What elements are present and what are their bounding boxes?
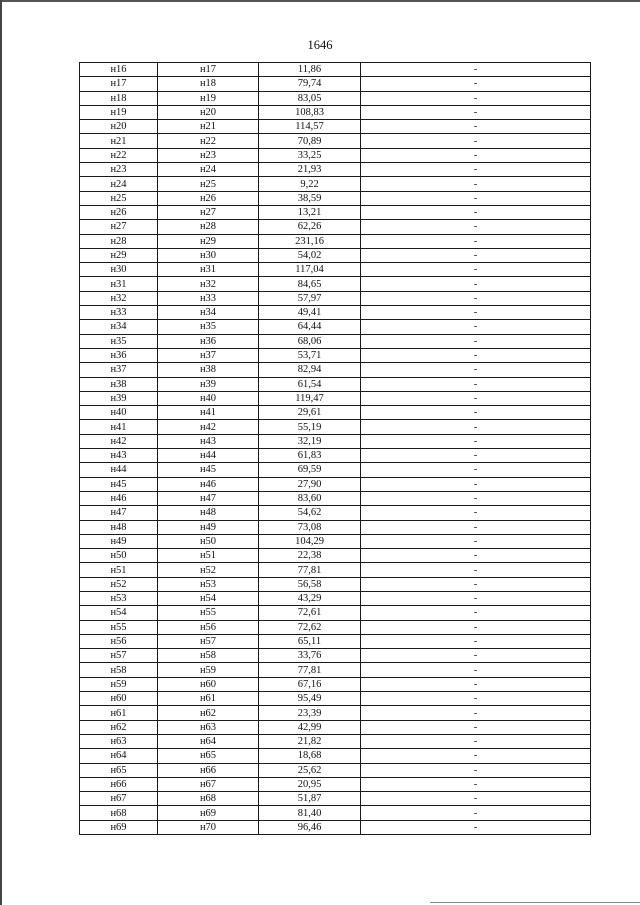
from-point-cell: н34 xyxy=(80,320,158,334)
distance-cell: 69,59 xyxy=(259,463,361,477)
to-point-cell: н47 xyxy=(158,491,259,505)
note-cell: - xyxy=(361,806,591,820)
distance-cell: 29,61 xyxy=(259,406,361,420)
note-cell: - xyxy=(361,263,591,277)
from-point-cell: н69 xyxy=(80,820,158,834)
to-point-cell: н58 xyxy=(158,649,259,663)
from-point-cell: н28 xyxy=(80,234,158,248)
from-point-cell: н18 xyxy=(80,91,158,105)
table-row xyxy=(80,205,591,219)
from-point-cell: н42 xyxy=(80,434,158,448)
to-point-cell: н39 xyxy=(158,377,259,391)
boundary-table xyxy=(79,62,591,835)
from-point-cell: н16 xyxy=(80,63,158,77)
table-row xyxy=(80,520,591,534)
table-row xyxy=(80,334,591,348)
to-point-cell: н21 xyxy=(158,120,259,134)
from-point-cell: н39 xyxy=(80,391,158,405)
note-cell: - xyxy=(361,477,591,491)
from-point-cell: н56 xyxy=(80,634,158,648)
to-point-cell: н65 xyxy=(158,749,259,763)
to-point-cell: н41 xyxy=(158,406,259,420)
table-row xyxy=(80,105,591,119)
table-row xyxy=(80,434,591,448)
to-point-cell: н30 xyxy=(158,248,259,262)
from-point-cell: н22 xyxy=(80,148,158,162)
note-cell: - xyxy=(361,406,591,420)
to-point-cell: н18 xyxy=(158,77,259,91)
distance-cell: 22,38 xyxy=(259,549,361,563)
note-cell: - xyxy=(361,306,591,320)
distance-cell: 56,58 xyxy=(259,577,361,591)
from-point-cell: н49 xyxy=(80,534,158,548)
note-cell: - xyxy=(361,134,591,148)
note-cell: - xyxy=(361,120,591,134)
to-point-cell: н33 xyxy=(158,291,259,305)
note-cell: - xyxy=(361,577,591,591)
to-point-cell: н52 xyxy=(158,563,259,577)
from-point-cell: н48 xyxy=(80,520,158,534)
from-point-cell: н50 xyxy=(80,549,158,563)
table-row xyxy=(80,63,591,77)
to-point-cell: н32 xyxy=(158,277,259,291)
from-point-cell: н23 xyxy=(80,163,158,177)
note-cell: - xyxy=(361,163,591,177)
table-row xyxy=(80,163,591,177)
distance-cell: 61,83 xyxy=(259,449,361,463)
from-point-cell: н19 xyxy=(80,105,158,119)
table-row xyxy=(80,263,591,277)
to-point-cell: н43 xyxy=(158,434,259,448)
table-row xyxy=(80,248,591,262)
table-row xyxy=(80,649,591,663)
distance-cell: 79,74 xyxy=(259,77,361,91)
to-point-cell: н28 xyxy=(158,220,259,234)
note-cell: - xyxy=(361,434,591,448)
note-cell: - xyxy=(361,248,591,262)
table-row xyxy=(80,663,591,677)
table-row xyxy=(80,820,591,834)
note-cell: - xyxy=(361,91,591,105)
note-cell: - xyxy=(361,649,591,663)
table-row xyxy=(80,120,591,134)
table-row xyxy=(80,320,591,334)
table-row xyxy=(80,291,591,305)
to-point-cell: н57 xyxy=(158,634,259,648)
from-point-cell: н17 xyxy=(80,77,158,91)
table-row xyxy=(80,348,591,362)
distance-cell: 81,40 xyxy=(259,806,361,820)
table-row xyxy=(80,491,591,505)
distance-cell: 42,99 xyxy=(259,720,361,734)
distance-cell: 95,49 xyxy=(259,692,361,706)
distance-cell: 68,06 xyxy=(259,334,361,348)
table-row xyxy=(80,234,591,248)
from-point-cell: н20 xyxy=(80,120,158,134)
from-point-cell: н46 xyxy=(80,491,158,505)
distance-cell: 72,61 xyxy=(259,606,361,620)
from-point-cell: н41 xyxy=(80,420,158,434)
distance-cell: 53,71 xyxy=(259,348,361,362)
note-cell: - xyxy=(361,463,591,477)
to-point-cell: н37 xyxy=(158,348,259,362)
table-row xyxy=(80,177,591,191)
table-row xyxy=(80,591,591,605)
table-row xyxy=(80,563,591,577)
distance-cell: 77,81 xyxy=(259,563,361,577)
from-point-cell: н54 xyxy=(80,606,158,620)
note-cell: - xyxy=(361,377,591,391)
distance-cell: 57,97 xyxy=(259,291,361,305)
from-point-cell: н44 xyxy=(80,463,158,477)
note-cell: - xyxy=(361,334,591,348)
distance-cell: 21,93 xyxy=(259,163,361,177)
table-row xyxy=(80,692,591,706)
distance-cell: 114,57 xyxy=(259,120,361,134)
from-point-cell: н45 xyxy=(80,477,158,491)
table-row xyxy=(80,77,591,91)
distance-cell: 51,87 xyxy=(259,792,361,806)
table-row xyxy=(80,806,591,820)
table-row xyxy=(80,148,591,162)
table-row xyxy=(80,677,591,691)
note-cell: - xyxy=(361,634,591,648)
distance-cell: 20,95 xyxy=(259,777,361,791)
from-point-cell: н60 xyxy=(80,692,158,706)
table-row xyxy=(80,306,591,320)
note-cell: - xyxy=(361,677,591,691)
note-cell: - xyxy=(361,692,591,706)
note-cell: - xyxy=(361,348,591,362)
scan-edge-bottom xyxy=(430,902,640,903)
note-cell: - xyxy=(361,820,591,834)
table-row xyxy=(80,506,591,520)
note-cell: - xyxy=(361,234,591,248)
to-point-cell: н64 xyxy=(158,734,259,748)
to-point-cell: н51 xyxy=(158,549,259,563)
scan-edge-left xyxy=(0,0,2,905)
distance-cell: 9,22 xyxy=(259,177,361,191)
note-cell: - xyxy=(361,534,591,548)
note-cell: - xyxy=(361,449,591,463)
note-cell: - xyxy=(361,363,591,377)
from-point-cell: н47 xyxy=(80,506,158,520)
from-point-cell: н61 xyxy=(80,706,158,720)
table-row xyxy=(80,377,591,391)
distance-cell: 33,76 xyxy=(259,649,361,663)
note-cell: - xyxy=(361,191,591,205)
from-point-cell: н68 xyxy=(80,806,158,820)
from-point-cell: н21 xyxy=(80,134,158,148)
distance-cell: 73,08 xyxy=(259,520,361,534)
note-cell: - xyxy=(361,606,591,620)
to-point-cell: н70 xyxy=(158,820,259,834)
from-point-cell: н52 xyxy=(80,577,158,591)
table-row xyxy=(80,463,591,477)
distance-cell: 119,47 xyxy=(259,391,361,405)
table-row xyxy=(80,534,591,548)
to-point-cell: н55 xyxy=(158,606,259,620)
note-cell: - xyxy=(361,506,591,520)
table-row xyxy=(80,420,591,434)
table-row xyxy=(80,363,591,377)
distance-cell: 84,65 xyxy=(259,277,361,291)
to-point-cell: н63 xyxy=(158,720,259,734)
to-point-cell: н46 xyxy=(158,477,259,491)
distance-cell: 43,29 xyxy=(259,591,361,605)
distance-cell: 72,62 xyxy=(259,620,361,634)
table-row xyxy=(80,220,591,234)
to-point-cell: н59 xyxy=(158,663,259,677)
table-row xyxy=(80,577,591,591)
to-point-cell: н48 xyxy=(158,506,259,520)
note-cell: - xyxy=(361,663,591,677)
table-row xyxy=(80,391,591,405)
table-row xyxy=(80,449,591,463)
page-number: 1646 xyxy=(307,38,333,52)
from-point-cell: н65 xyxy=(80,763,158,777)
table-row xyxy=(80,406,591,420)
to-point-cell: н23 xyxy=(158,148,259,162)
to-point-cell: н35 xyxy=(158,320,259,334)
distance-cell: 96,46 xyxy=(259,820,361,834)
from-point-cell: н63 xyxy=(80,734,158,748)
to-point-cell: н34 xyxy=(158,306,259,320)
from-point-cell: н64 xyxy=(80,749,158,763)
to-point-cell: н31 xyxy=(158,263,259,277)
distance-cell: 38,59 xyxy=(259,191,361,205)
table-row xyxy=(80,91,591,105)
table-row xyxy=(80,134,591,148)
distance-cell: 104,29 xyxy=(259,534,361,548)
table-body xyxy=(80,63,591,835)
distance-cell: 62,26 xyxy=(259,220,361,234)
to-point-cell: н25 xyxy=(158,177,259,191)
note-cell: - xyxy=(361,749,591,763)
distance-cell: 32,19 xyxy=(259,434,361,448)
note-cell: - xyxy=(361,391,591,405)
from-point-cell: н24 xyxy=(80,177,158,191)
to-point-cell: н62 xyxy=(158,706,259,720)
scan-edge-top xyxy=(0,0,640,2)
note-cell: - xyxy=(361,277,591,291)
distance-cell: 65,11 xyxy=(259,634,361,648)
to-point-cell: н53 xyxy=(158,577,259,591)
note-cell: - xyxy=(361,591,591,605)
distance-cell: 55,19 xyxy=(259,420,361,434)
from-point-cell: н37 xyxy=(80,363,158,377)
note-cell: - xyxy=(361,77,591,91)
from-point-cell: н57 xyxy=(80,649,158,663)
to-point-cell: н17 xyxy=(158,63,259,77)
table-row xyxy=(80,777,591,791)
distance-cell: 49,41 xyxy=(259,306,361,320)
from-point-cell: н32 xyxy=(80,291,158,305)
to-point-cell: н69 xyxy=(158,806,259,820)
note-cell: - xyxy=(361,706,591,720)
distance-cell: 117,04 xyxy=(259,263,361,277)
to-point-cell: н67 xyxy=(158,777,259,791)
distance-cell: 54,62 xyxy=(259,506,361,520)
to-point-cell: н49 xyxy=(158,520,259,534)
from-point-cell: н40 xyxy=(80,406,158,420)
distance-cell: 25,62 xyxy=(259,763,361,777)
table-row xyxy=(80,634,591,648)
note-cell: - xyxy=(361,205,591,219)
table-row xyxy=(80,191,591,205)
note-cell: - xyxy=(361,777,591,791)
from-point-cell: н53 xyxy=(80,591,158,605)
to-point-cell: н26 xyxy=(158,191,259,205)
note-cell: - xyxy=(361,63,591,77)
note-cell: - xyxy=(361,620,591,634)
note-cell: - xyxy=(361,491,591,505)
distance-cell: 13,21 xyxy=(259,205,361,219)
distance-cell: 33,25 xyxy=(259,148,361,162)
to-point-cell: н44 xyxy=(158,449,259,463)
note-cell: - xyxy=(361,177,591,191)
table-row xyxy=(80,792,591,806)
to-point-cell: н40 xyxy=(158,391,259,405)
distance-cell: 64,44 xyxy=(259,320,361,334)
to-point-cell: н60 xyxy=(158,677,259,691)
from-point-cell: н35 xyxy=(80,334,158,348)
distance-cell: 27,90 xyxy=(259,477,361,491)
distance-cell: 82,94 xyxy=(259,363,361,377)
from-point-cell: н59 xyxy=(80,677,158,691)
to-point-cell: н42 xyxy=(158,420,259,434)
table-row xyxy=(80,477,591,491)
to-point-cell: н38 xyxy=(158,363,259,377)
note-cell: - xyxy=(361,220,591,234)
table-row xyxy=(80,734,591,748)
note-cell: - xyxy=(361,320,591,334)
from-point-cell: н26 xyxy=(80,205,158,219)
note-cell: - xyxy=(361,763,591,777)
note-cell: - xyxy=(361,105,591,119)
to-point-cell: н24 xyxy=(158,163,259,177)
to-point-cell: н20 xyxy=(158,105,259,119)
distance-cell: 67,16 xyxy=(259,677,361,691)
table-row xyxy=(80,749,591,763)
from-point-cell: н29 xyxy=(80,248,158,262)
from-point-cell: н55 xyxy=(80,620,158,634)
table-row xyxy=(80,706,591,720)
to-point-cell: н19 xyxy=(158,91,259,105)
from-point-cell: н33 xyxy=(80,306,158,320)
from-point-cell: н62 xyxy=(80,720,158,734)
to-point-cell: н66 xyxy=(158,763,259,777)
distance-cell: 21,82 xyxy=(259,734,361,748)
distance-cell: 18,68 xyxy=(259,749,361,763)
distance-cell: 77,81 xyxy=(259,663,361,677)
note-cell: - xyxy=(361,734,591,748)
to-point-cell: н27 xyxy=(158,205,259,219)
from-point-cell: н51 xyxy=(80,563,158,577)
from-point-cell: н31 xyxy=(80,277,158,291)
note-cell: - xyxy=(361,420,591,434)
to-point-cell: н29 xyxy=(158,234,259,248)
from-point-cell: н66 xyxy=(80,777,158,791)
to-point-cell: н22 xyxy=(158,134,259,148)
to-point-cell: н56 xyxy=(158,620,259,634)
note-cell: - xyxy=(361,291,591,305)
note-cell: - xyxy=(361,792,591,806)
from-point-cell: н25 xyxy=(80,191,158,205)
table-row xyxy=(80,720,591,734)
distance-cell: 108,83 xyxy=(259,105,361,119)
to-point-cell: н36 xyxy=(158,334,259,348)
table-row xyxy=(80,606,591,620)
table-row xyxy=(80,549,591,563)
to-point-cell: н68 xyxy=(158,792,259,806)
distance-cell: 70,89 xyxy=(259,134,361,148)
note-cell: - xyxy=(361,148,591,162)
note-cell: - xyxy=(361,563,591,577)
distance-cell: 83,60 xyxy=(259,491,361,505)
table-row xyxy=(80,763,591,777)
distance-cell: 231,16 xyxy=(259,234,361,248)
to-point-cell: н61 xyxy=(158,692,259,706)
from-point-cell: н43 xyxy=(80,449,158,463)
table-row xyxy=(80,277,591,291)
table-row xyxy=(80,620,591,634)
from-point-cell: н36 xyxy=(80,348,158,362)
from-point-cell: н58 xyxy=(80,663,158,677)
to-point-cell: н45 xyxy=(158,463,259,477)
distance-cell: 23,39 xyxy=(259,706,361,720)
from-point-cell: н30 xyxy=(80,263,158,277)
from-point-cell: н27 xyxy=(80,220,158,234)
note-cell: - xyxy=(361,720,591,734)
note-cell: - xyxy=(361,520,591,534)
distance-cell: 83,05 xyxy=(259,91,361,105)
distance-cell: 54,02 xyxy=(259,248,361,262)
distance-cell: 61,54 xyxy=(259,377,361,391)
note-cell: - xyxy=(361,549,591,563)
distance-cell: 11,86 xyxy=(259,63,361,77)
from-point-cell: н67 xyxy=(80,792,158,806)
to-point-cell: н50 xyxy=(158,534,259,548)
from-point-cell: н38 xyxy=(80,377,158,391)
to-point-cell: н54 xyxy=(158,591,259,605)
